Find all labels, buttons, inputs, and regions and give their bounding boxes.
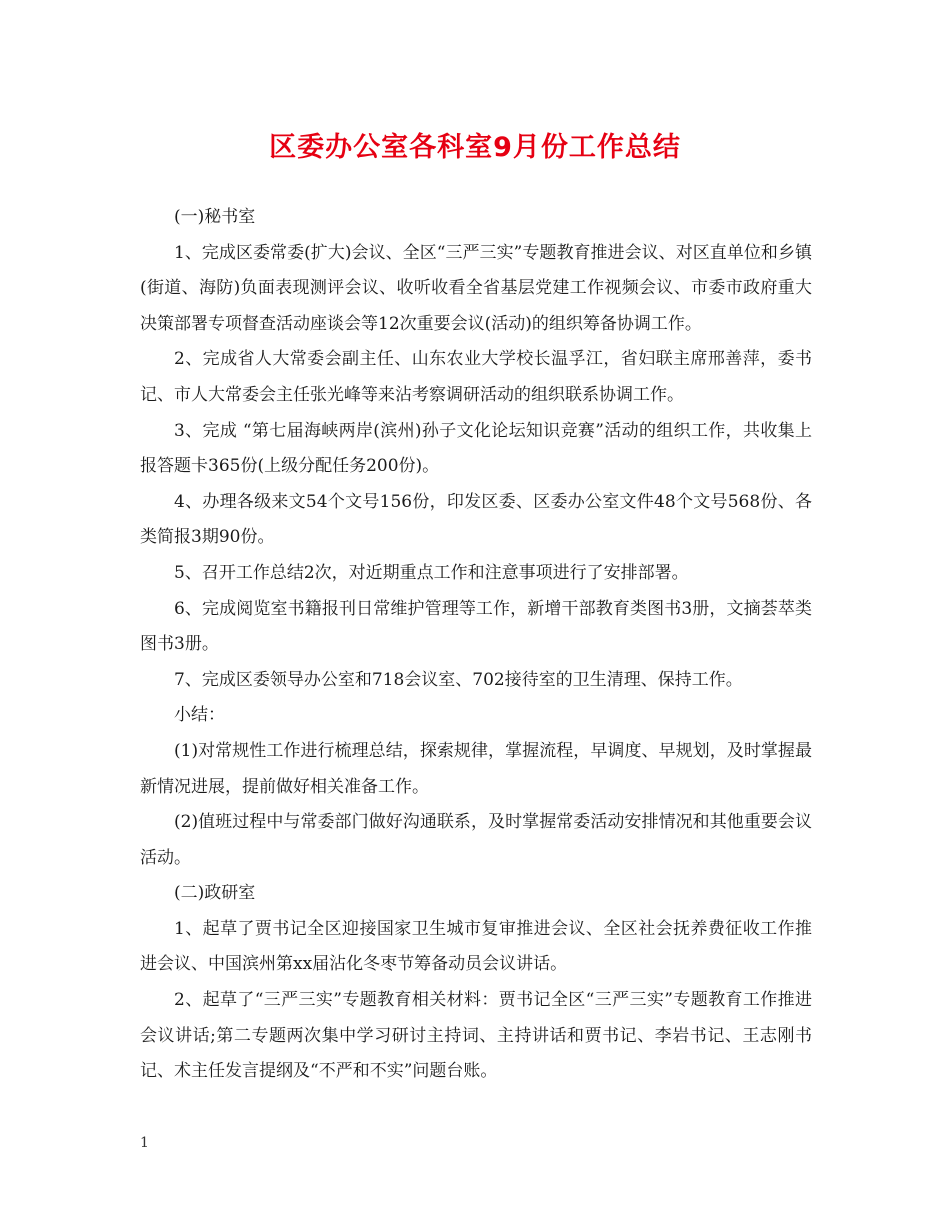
page-number: 1 [140, 1135, 149, 1151]
summary-heading: 小结： [174, 705, 225, 726]
section-heading-secretariat: (一)秘书室 [174, 207, 256, 227]
paragraph: 3、完成 “第七届海峡两岸(滨州)孙子文化论坛知识竞赛”活动的组织工作，共收集上报答题卡365份(上级分配任务200份)。 [140, 420, 812, 477]
page-title: 区委办公室各科室9月份工作总结 [269, 132, 681, 163]
document-body [140, 200, 812, 1090]
paragraph: (1)对常规性工作进行梳理总结，探索规律，掌握流程，早调度、早规划，及时掌握最新情况进展，提前做好相关准备工作。 [140, 740, 812, 797]
paragraph: (2)值班过程中与常委部门做好沟通联系，及时掌握常委活动安排情况和其他重要会议活动。 [140, 812, 812, 868]
paragraph: 1、起草了贾书记全区迎接国家卫生城市复审推进会议、全区社会抚养费征收工作推进会议、中国滨州第xx届沾化冬枣节筹备动员会议讲话。 [140, 918, 812, 975]
paragraph: 4、办理各级来文54个文号156份，印发区委、区委办公室文件48个文号568份、各类简报3期90份。 [140, 491, 812, 548]
paragraph: 1、完成区委常委(扩大)会议、全区“三严三实”专题教育推进会议、对区直单位和乡镇(街道、海防)负面表现测评会议、收听收看全省基层党建工作视频会议、市委市政府重大决策部署专项督查活动座谈会等12次重要会议(活动)的组织筹备协调工作。 [140, 242, 812, 334]
paragraph: 2、完成省人大常委会副主任、山东农业大学校长温孚江，省妇联主席邢善萍，委书记、市人大常委会主任张光峰等来沾考察调研活动的组织联系协调工作。 [140, 349, 812, 405]
paragraph: 2、起草了“三严三实”专题教育相关材料：贾书记全区“三严三实”专题教育工作推进会议讲话;第二专题两次集中学习研讨主持词、主持讲话和贾书记、李岩书记、王志刚书记、术主任发言提纲及“不严和不实”问题台账。 [140, 990, 812, 1082]
paragraph: 5、召开工作总结2次，对近期重点工作和注意事项进行了安排部署。 [174, 562, 689, 583]
section-heading-policy-research: (二)政研室 [174, 883, 256, 904]
paragraph: 6、完成阅览室书籍报刊日常维护管理等工作，新增干部教育类图书3册，文摘荟萃类图书3册。 [140, 598, 812, 655]
paragraph: 7、完成区委领导办公室和718会议室、702接待室的卫生清理、保持工作。 [174, 669, 743, 690]
